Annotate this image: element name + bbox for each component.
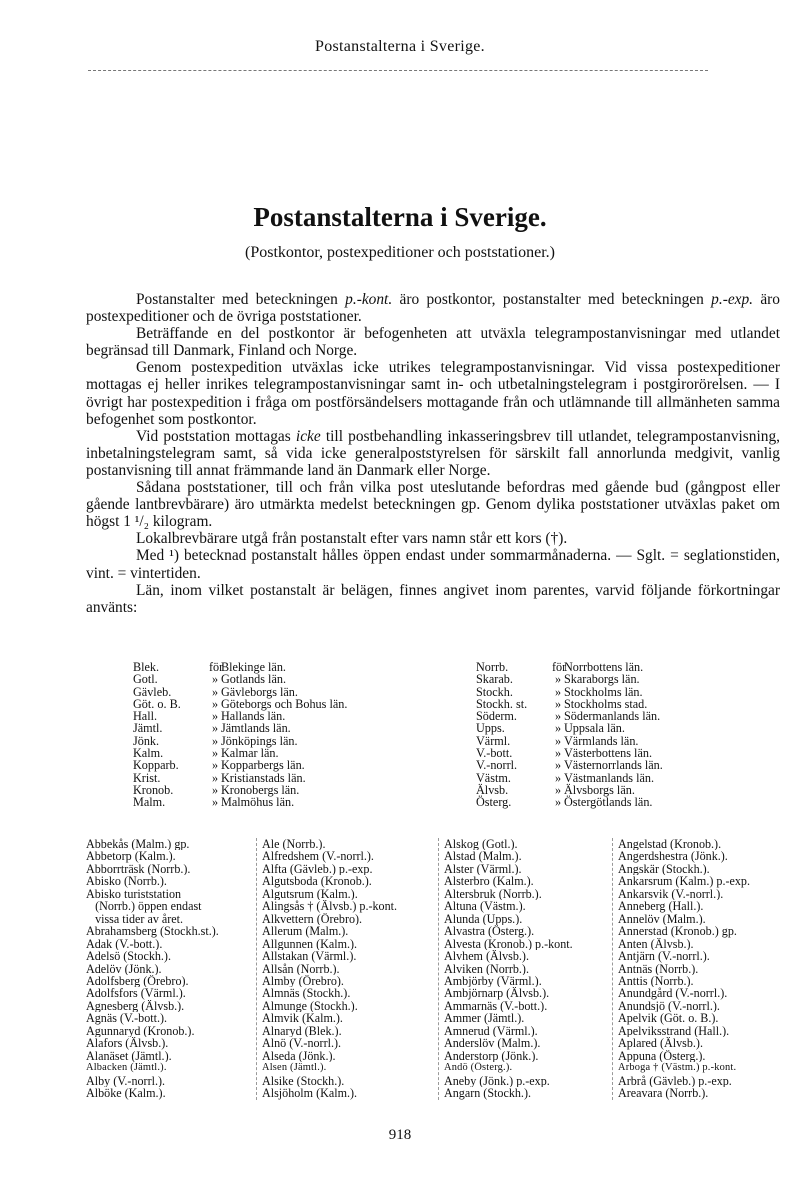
place-entry: Alskog (Gotl.). [444, 838, 518, 851]
text-run: till postbehandling inkasseringsbrev till utlandet, telegrampostanvisning, inbetalningstelegram samt, så vida icke generalpoststyrelsen för särskilt fall annorlunda medgivit, vanlig postanvisning till annat främmande land än Danmark eller Norge. [86, 427, 780, 479]
abbreviation-marker: för [209, 660, 224, 674]
place-entry: Abrahamsberg (Stockh.st.). [86, 925, 219, 938]
abbreviation-code: Kopparb. [133, 758, 179, 773]
abbreviation-marker: » [211, 733, 219, 748]
place-entry: Angelstad (Kronob.). [618, 838, 722, 851]
place-entry: Allerum (Malm.). [262, 925, 349, 938]
place-entry: Ankarsrum (Kalm.) p.-exp. [618, 875, 750, 888]
place-entry: Apelvik (Göt. o. B.). [618, 1012, 719, 1025]
place-entry: Algutsrum (Kalm.). [262, 887, 358, 901]
place-entry: Adolfsberg (Örebro). [86, 974, 189, 988]
abbreviation-full: Blekinge län. [221, 660, 286, 674]
place-entry: Amnerud (Värml.). [444, 1024, 538, 1038]
place-entry: Alby (V.-norrl.). [86, 1074, 166, 1088]
intro-paragraph-6: Lokalbrevbärare utgå från postanstalt efter vars namn står ett kors (†). [136, 530, 568, 548]
abbreviation-code: Västm. [476, 770, 511, 785]
abbreviation-marker: » [211, 709, 219, 724]
place-entry: Agnesberg (Älvsb.). [86, 999, 185, 1013]
running-head: Postanstalterna i Sverige. [315, 38, 485, 55]
place-entry: Allsån (Norrb.). [262, 962, 340, 975]
abbreviation-full: Södermanlands län. [564, 709, 661, 724]
abbreviation-code: Upps. [476, 721, 505, 736]
place-entry: Abbekås (Malm.) gp. [86, 838, 190, 851]
abbreviation-row [476, 759, 663, 771]
place-column-1 [86, 838, 250, 1100]
place-entry: Alfta (Gävleb.) p.-exp. [262, 862, 373, 876]
abbreviation-full: Gotlands län. [221, 672, 286, 687]
abbreviation-full: Gävleborgs län. [221, 684, 298, 699]
place-entry: Agunnaryd (Kronob.). [86, 1024, 195, 1038]
abbreviation-full: Hallands län. [221, 709, 286, 724]
place-entry: Almunge (Stockh.). [262, 999, 358, 1013]
place-entry: Almnäs (Stockh.). [262, 987, 351, 1000]
place-entry: Alsjöholm (Kalm.). [262, 1087, 358, 1100]
text-run: Postanstalter med beteckningen [136, 291, 346, 308]
place-entry: Alstad (Malm.). [444, 850, 522, 863]
place-entry: Ambjörnarp (Älvsb.). [444, 987, 550, 1000]
place-entry: Andö (Österg.). [444, 1062, 513, 1074]
abbreviation-code: Jämtl. [133, 721, 163, 736]
abbreviation-row [133, 722, 347, 734]
place-entry: Alböke (Kalm.). [86, 1087, 166, 1100]
place-column-2 [256, 838, 442, 1100]
place-entry: Adak (V.-bott.). [86, 937, 163, 951]
place-entry: Alfredshem (V.-norrl.). [262, 850, 374, 863]
place-entry: Anneberg (Hall.). [618, 900, 704, 913]
abbreviation-code: Göt. o. B. [133, 696, 181, 711]
abbreviation-full: Östergötlands län. [564, 795, 653, 810]
abbreviation-full: Västmanlands län. [564, 770, 655, 785]
place-entry: Alster (Värml.). [444, 862, 522, 876]
place-entry: Ankarsvik (V.-norrl.). [618, 887, 724, 901]
place-entry: Abborrträsk (Norrb.). [86, 862, 191, 876]
place-entry: Altuna (Västm.). [444, 900, 526, 913]
place-entry: Alafors (Älvsb.). [86, 1037, 169, 1050]
abbreviation-marker: » [211, 795, 219, 810]
place-entry: Adolfsfors (Värml.). [86, 987, 186, 1000]
abbreviation-full: Kalmar län. [221, 746, 279, 761]
place-entry: Almvik (Kalm.). [262, 1012, 343, 1025]
abbreviation-full: Jönköpings län. [221, 733, 298, 748]
place-entry: Anten (Älvsb.). [618, 937, 694, 951]
place-entry: Ale (Norrb.). [262, 838, 326, 851]
abbreviation-marker: » [554, 782, 562, 797]
abbreviation-marker: » [211, 684, 219, 699]
abbreviation-row [476, 796, 663, 808]
abbreviation-marker: » [211, 672, 219, 687]
abbreviation-full: Uppsala län. [564, 721, 625, 736]
abbreviation-full: Älvsborgs län. [564, 782, 635, 797]
header-divider [88, 70, 708, 71]
place-entry: Algutsboda (Kronob.). [262, 875, 372, 888]
abbreviation-row [476, 673, 663, 685]
place-entry: Abbetorp (Kalm.). [86, 850, 176, 863]
place-entry: Anundsjö (V.-norrl.). [618, 999, 720, 1013]
abbreviation-marker: » [211, 721, 219, 736]
abbreviation-full: Västerbottens län. [564, 746, 652, 761]
page-subtitle: (Postkontor, postexpeditioner och poststationer.) [245, 244, 555, 261]
abbreviation-marker: » [554, 684, 562, 699]
intro-text [86, 291, 780, 616]
place-entry: Alingsås † (Älvsb.) p.-kont. [262, 900, 398, 913]
place-column-4 [612, 838, 792, 1100]
intro-paragraph-5: Sådana poststationer, till och från vilka post uteslutande befordras med gående bud (gångpost eller gående lantbrevbärare) äro utmärkta medelst beteckningen gp. Genom dylika poststationer utväxlas paket om högst 1 ¹/₂ kilogram. [86, 479, 780, 531]
abbreviation-full: Värmlands län. [564, 733, 639, 748]
place-entry: Alunda (Upps.). [444, 912, 523, 926]
place-entry: Agnäs (V.-bott.). [86, 1012, 168, 1025]
emphasis-icke: icke [295, 427, 321, 445]
abbreviation-marker: för [552, 660, 567, 674]
place-entry: Antjärn (V.-norrl.). [618, 950, 710, 963]
abbreviation-row [133, 796, 347, 808]
abbreviation-full: Kronobergs län. [221, 782, 300, 797]
abbreviation-marker: » [554, 758, 562, 773]
place-entry: Arbrå (Gävleb.) p.-exp. [618, 1074, 732, 1088]
intro-paragraph-1 [86, 291, 780, 325]
place-entry: vissa tider av året. [86, 912, 184, 926]
abbreviation-full: Skaraborgs län. [564, 672, 640, 687]
place-entry: Almby (Örebro). [262, 974, 344, 988]
abbreviation-full: Göteborgs och Bohus län. [221, 696, 348, 711]
abbreviation-marker: » [211, 770, 219, 785]
abbreviation-marker: » [554, 696, 562, 711]
place-entry: Ammarnäs (V.-bott.). [444, 999, 548, 1013]
place-entry: Annerstad (Kronob.) gp. [618, 925, 737, 938]
place-entry: Anderstorp (Jönk.). [444, 1049, 539, 1063]
abbreviation-list-left [133, 661, 347, 809]
abbreviation-code: Stockh. st. [476, 696, 528, 711]
abbreviation-marker: » [554, 721, 562, 736]
place-entry: Areavara (Norrb.). [618, 1087, 709, 1100]
abbreviation-full: Stockholms stad. [564, 696, 648, 711]
place-entry: Abisko (Norrb.). [86, 875, 167, 888]
place-entry: Angerdshestra (Jönk.). [618, 850, 728, 863]
abbreviation-marker: » [211, 758, 219, 773]
abbreviation-marker: » [554, 709, 562, 724]
place-entry: Aneby (Jönk.) p.-exp. [444, 1074, 550, 1088]
abbreviation-code: Skarab. [476, 672, 513, 687]
abbreviation-marker: » [211, 746, 219, 761]
place-entry: Antnäs (Norrb.). [618, 962, 699, 975]
abbreviation-code: Gotl. [133, 672, 158, 687]
abbreviation-marker: » [554, 770, 562, 785]
place-entry: Aplared (Älvsb.). [618, 1037, 703, 1050]
abbreviation-marker: » [554, 746, 562, 761]
place-entry: Anderslöv (Malm.). [444, 1037, 541, 1050]
place-entry: Alsterbro (Kalm.). [444, 875, 534, 888]
intro-paragraph-2: Beträffande en del postkontor är befogenheten att utväxla telegrampostanvisningar med utlandet begränsad till Danmark, Finland och Norge. [86, 325, 780, 360]
abbreviation-full: Malmöhus län. [221, 795, 295, 810]
place-entry: Alnaryd (Blek.). [262, 1024, 342, 1038]
place-entry: Alnö (V.-norrl.). [262, 1037, 342, 1050]
place-entry: Angarn (Stockh.). [444, 1087, 531, 1100]
place-entry: Alseda (Jönk.). [262, 1049, 336, 1063]
text-run: äro postkontor, postanstalter med beteckningen [392, 291, 712, 308]
page-title: Postanstalterna i Sverige. [253, 202, 547, 232]
place-entry: Anundgård (V.-norrl.). [618, 987, 728, 1000]
abbreviation-full: Stockholms län. [564, 684, 643, 699]
abbreviation-code: Söderm. [476, 709, 517, 724]
place-entry: Alvesta (Kronob.) p.-kont. [444, 937, 573, 951]
abbreviation-code: Norrb. [476, 660, 509, 674]
abbreviation-code: Kronob. [133, 782, 174, 797]
place-entry: Allstakan (Värml.). [262, 950, 357, 963]
place-entry: Angskär (Stockh.). [618, 862, 710, 876]
abbreviation-full: Kopparbergs län. [221, 758, 305, 773]
abbreviation-code: Kalm. [133, 746, 164, 761]
abbrev-pexp: p.-exp. [711, 291, 754, 308]
place-entry: Alkvettern (Örebro). [262, 912, 363, 926]
place-entry: Adelöv (Jönk.). [86, 962, 162, 975]
place-entry: Alanäset (Jämtl.). [86, 1049, 172, 1063]
abbreviation-code: Stockh. [476, 684, 513, 699]
abbreviation-marker: » [211, 696, 219, 711]
abbreviation-row [133, 673, 347, 685]
text-run: äro postexpeditioner och de övriga poststationer. [86, 291, 781, 326]
abbreviation-row [476, 722, 663, 734]
abbreviation-list-right [476, 661, 663, 809]
abbreviation-code: Hall. [133, 709, 158, 724]
abbreviation-code: Malm. [133, 795, 166, 810]
place-entry: Alviken (Norrb.). [444, 962, 529, 975]
abbreviation-code: V.-norrl. [476, 758, 518, 773]
abbreviation-code: Älvsb. [476, 782, 509, 797]
page-number: 918 [388, 1127, 412, 1143]
abbreviation-full: Västernorrlands län. [564, 758, 663, 773]
abbrev-pkont: p.-kont. [345, 291, 393, 308]
place-entry: Apelviksstrand (Hall.). [618, 1024, 730, 1038]
abbreviation-marker: » [554, 672, 562, 687]
intro-paragraph-4 [86, 428, 780, 479]
abbreviation-full: Jämtlands län. [221, 721, 291, 736]
abbreviation-code: Jönk. [133, 733, 160, 748]
abbreviation-code: Österg. [476, 795, 512, 810]
place-column-3 [438, 838, 616, 1100]
abbreviation-marker: » [211, 782, 219, 797]
intro-paragraph-8: Län, inom vilket postanstalt är belägen, finnes angivet inom parentes, varvid följande förkortningar använts: [86, 581, 780, 616]
place-entry: Ambjörby (Värml.). [444, 974, 542, 988]
intro-paragraph-3: Genom postexpedition utväxlas icke utrikes telegrampostanvisningar. Vid vissa postexpeditioner mottagas ej heller inrikes telegrampostanvisningar samt in- och utbetalningstelegram i postgirorörelsen. — I övrigt har postexpedition i fråga om postförsändelsers mottagande från och utlämnande till allmänheten samma befogenhet som postkontor. [86, 359, 780, 428]
abbreviation-row [133, 759, 347, 771]
place-entry: Annelöv (Malm.). [618, 912, 706, 926]
abbreviation-code: Krist. [133, 770, 161, 785]
text-run: Vid poststation mottagas [136, 427, 296, 445]
abbreviation-code: V.-bott. [476, 746, 513, 761]
abbreviation-full: Norrbottens län. [564, 660, 644, 674]
abbreviation-code: Blek. [133, 660, 160, 674]
place-entry: Alvhem (Älvsb.). [444, 950, 529, 963]
abbreviation-marker: » [554, 733, 562, 748]
place-entry: Ammer (Jämtl.). [444, 1012, 525, 1025]
place-entry: Alsike (Stockh.). [262, 1074, 345, 1088]
abbreviation-full: Kristianstads län. [221, 770, 306, 785]
place-entry: Altersbruk (Norrb.). [444, 887, 542, 901]
place-entry: Arboga † (Västm.) p.-kont. [618, 1062, 737, 1074]
place-entry: Abisko turiststation [86, 887, 182, 901]
place-entry: Anttis (Norrb.). [618, 974, 694, 988]
abbreviation-marker: » [554, 795, 562, 810]
place-entry: (Norrb.) öppen endast [86, 900, 202, 913]
intro-paragraph-7: Med ¹) betecknad postanstalt hålles öppen endast under sommarmånaderna. — Sglt. = seglationstiden, vint. = vintertiden. [86, 547, 780, 582]
place-entry: Allgunnen (Kalm.). [262, 937, 358, 951]
place-entry: Alsen (Jämtl.). [262, 1062, 327, 1074]
abbreviation-code: Gävleb. [133, 684, 172, 699]
abbreviation-code: Värml. [476, 733, 511, 748]
place-entry: Appuna (Österg.). [618, 1049, 706, 1063]
place-entry: Adelsö (Stockh.). [86, 950, 171, 963]
place-entry: Alvastra (Österg.). [444, 925, 535, 938]
place-entry: Albacken (Jämtl.). [86, 1062, 167, 1074]
